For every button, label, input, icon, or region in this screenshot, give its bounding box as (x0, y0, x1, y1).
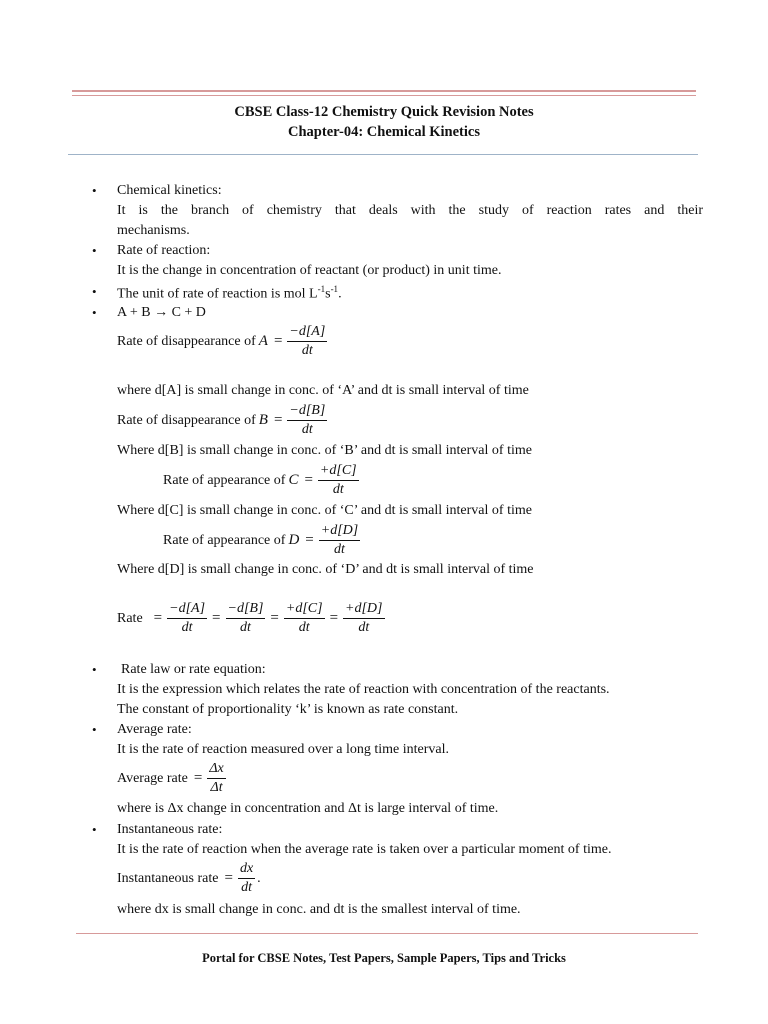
fraction (226, 600, 266, 637)
equals-sign: = (224, 870, 233, 886)
formula-label: Rate of appearance of (163, 472, 286, 488)
formula-variable: C (288, 472, 299, 488)
appearance-c-formula (163, 462, 361, 499)
fraction-numerator: −d[A] (287, 323, 327, 342)
formula-end: . (257, 870, 261, 886)
equals-sign: = (273, 333, 283, 349)
fraction-denominator: dt (181, 620, 193, 635)
fraction (287, 402, 327, 439)
where-a-text: where d[A] is small change in conc. of ‘A’ and dt is small interval of time (117, 383, 529, 398)
fraction (287, 323, 327, 360)
fraction-denominator: dt (298, 620, 310, 635)
fraction (207, 760, 225, 797)
unit-end: . (338, 286, 342, 302)
equals-sign: = (273, 412, 283, 428)
kinetics-definition-line1: It is the branch of chemistry that deals with the study of reaction rates and their (117, 203, 703, 218)
equals-sign: = (329, 610, 339, 626)
fraction-numerator: +d[C] (318, 462, 359, 481)
instantaneous-rate-heading: Instantaneous rate: (117, 822, 223, 837)
bullet-glyph: • (92, 662, 97, 677)
unit-sup-1: -1 (317, 284, 326, 294)
fraction-denominator: dt (334, 542, 345, 557)
fraction-numerator: −d[B] (287, 402, 327, 421)
where-c-text: Where d[C] is small change in conc. of ‘C’ and dt is small interval of time (117, 503, 532, 518)
fraction-numerator: +d[D] (343, 600, 384, 619)
bullet-glyph: • (92, 183, 97, 198)
rate-law-heading: Rate law or rate equation: (121, 662, 266, 677)
equals-sign: = (270, 610, 279, 626)
formula-label: Average rate (117, 770, 188, 786)
fraction-denominator: dt (241, 880, 252, 895)
average-rate-heading: Average rate: (117, 722, 192, 737)
disappearance-a-formula (117, 323, 329, 360)
formula-label: Rate of appearance of (163, 532, 286, 548)
fraction-denominator: Δt (210, 780, 223, 795)
rate-constant-text: The constant of proportionality ‘k’ is known as rate constant. (117, 702, 459, 717)
rate-heading: Rate of reaction: (117, 243, 211, 258)
header-rule-top (72, 90, 696, 92)
bullet-glyph: • (92, 722, 97, 737)
header-rule-bottom (72, 95, 696, 96)
chapter-title: Chapter-04: Chemical Kinetics (288, 124, 480, 140)
bullet-glyph: • (92, 243, 97, 258)
bullet-glyph: • (92, 284, 97, 299)
instantaneous-rate-definition: It is the rate of reaction when the average rate is taken over a particular moment of time. (117, 842, 612, 857)
rate-label: Rate (117, 610, 143, 626)
fraction (167, 600, 207, 637)
footer-rule (76, 933, 698, 934)
rate-expression (117, 600, 387, 637)
fraction-denominator: dt (358, 620, 370, 635)
fraction (238, 860, 255, 897)
fraction-denominator: dt (240, 620, 251, 635)
disappearance-b-formula (117, 402, 329, 439)
formula-label: Instantaneous rate (117, 870, 219, 886)
formula-variable: A (258, 333, 268, 349)
bullet-glyph: • (92, 305, 97, 320)
page-title: CBSE Class-12 Chemistry Quick Revision Notes (234, 104, 534, 120)
equals-sign: = (304, 472, 313, 488)
rate-definition: It is the change in concentration of reactant (or product) in unit time. (117, 263, 502, 278)
average-rate-definition: It is the rate of reaction measured over a long time interval. (117, 742, 449, 757)
fraction-numerator: +d[C] (284, 600, 325, 619)
instantaneous-rate-formula (117, 860, 261, 897)
fraction (318, 462, 359, 499)
unit-text: The unit of rate of reaction is mol L (117, 286, 318, 302)
equals-sign: = (305, 532, 314, 548)
kinetics-definition-line2: mechanisms. (117, 223, 190, 238)
fraction-numerator: dx (238, 860, 255, 879)
formula-variable: B (258, 412, 268, 428)
fraction-denominator: dt (332, 482, 344, 497)
formula-variable: D (288, 532, 300, 548)
unit-s: s (325, 286, 331, 302)
instantaneous-rate-where: where dx is small change in conc. and dt is the smallest interval of time. (117, 902, 521, 917)
fraction (319, 522, 360, 559)
fraction (343, 600, 384, 637)
reaction-equation: A + B → C + D (117, 305, 206, 320)
where-d-text: Where d[D] is small change in conc. of ‘D’ and dt is small interval of time (117, 562, 534, 577)
equals-sign: = (193, 770, 203, 786)
formula-label: Rate of disappearance of (117, 333, 256, 349)
fraction-numerator: +d[D] (319, 522, 360, 541)
fraction-denominator: dt (301, 343, 313, 358)
fraction-numerator: −d[A] (167, 600, 207, 619)
equals-sign: = (153, 610, 163, 626)
formula-label: Rate of disappearance of (117, 412, 256, 428)
bullet-glyph: • (92, 822, 97, 837)
footer-text: Portal for CBSE Notes, Test Papers, Sample Papers, Tips and Tricks (202, 951, 566, 965)
title-divider (68, 154, 698, 155)
average-rate-formula (117, 760, 228, 797)
appearance-d-formula (163, 522, 362, 559)
fraction (284, 600, 325, 637)
where-b-text: Where d[B] is small change in conc. of ‘B’ and dt is small interval of time (117, 443, 532, 458)
kinetics-heading: Chemical kinetics: (117, 183, 222, 198)
fraction-numerator: Δx (207, 760, 225, 779)
unit-sup-2: -1 (330, 284, 339, 294)
rate-law-definition: It is the expression which relates the rate of reaction with concentration of the reactants. (117, 682, 610, 697)
rate-unit (117, 284, 342, 303)
fraction-numerator: −d[B] (226, 600, 266, 619)
fraction-denominator: dt (301, 422, 313, 437)
average-rate-where: where is Δx change in concentration and Δt is large interval of time. (117, 801, 499, 816)
equals-sign: = (212, 610, 221, 626)
